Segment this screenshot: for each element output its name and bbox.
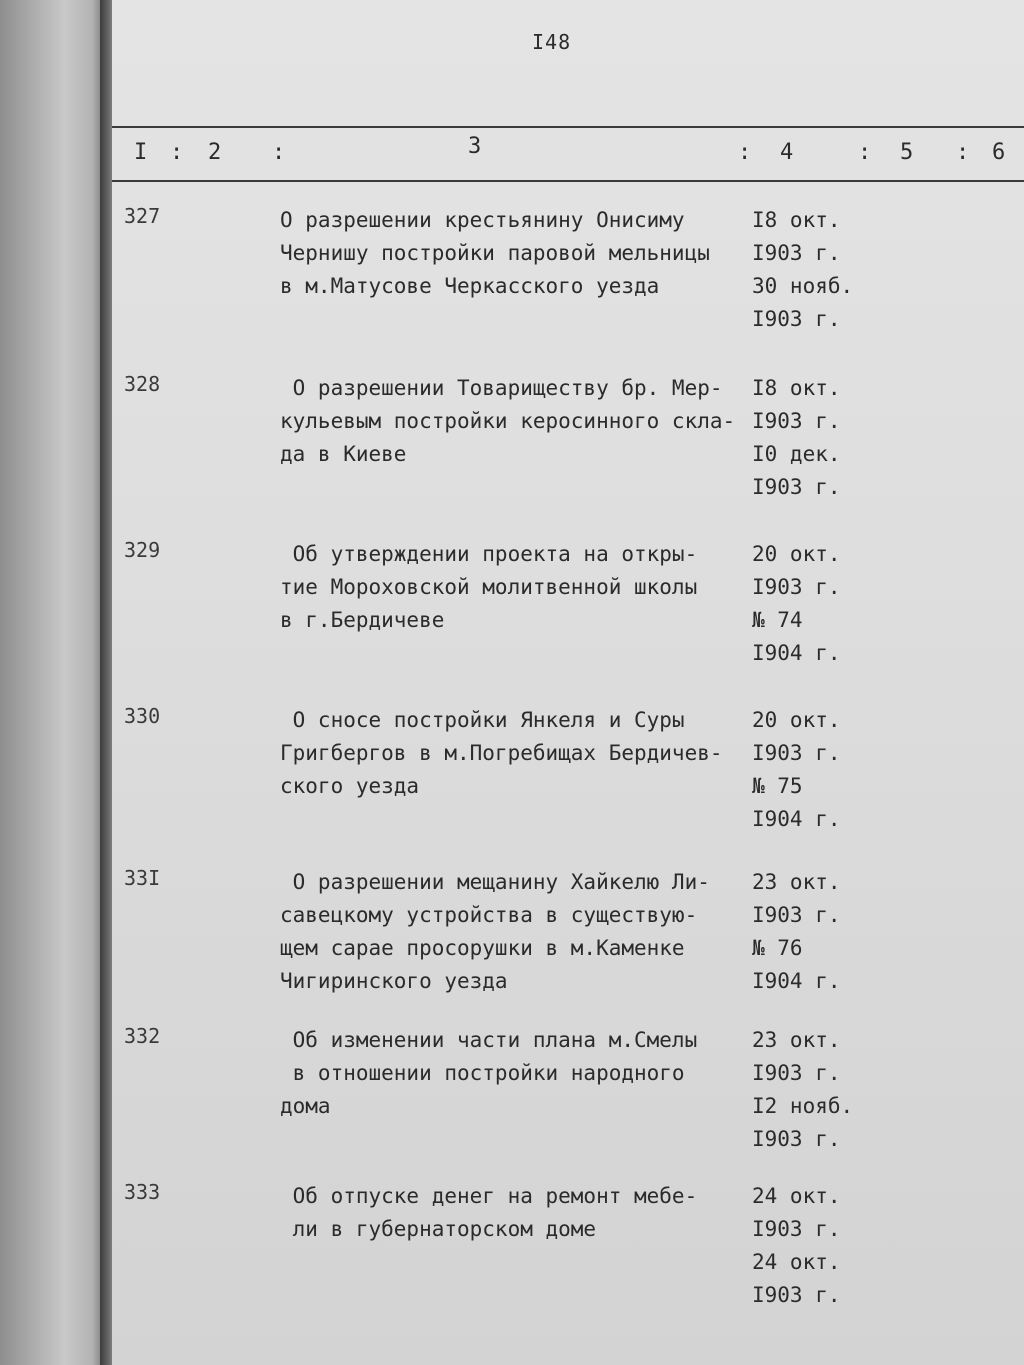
entry-dates: I8 окт. I903 г. 30 нояб. I903 г. bbox=[752, 208, 854, 331]
entry-dates: 23 окт. I903 г. I2 нояб. I903 г. bbox=[752, 1028, 854, 1151]
entry-description: Об утверждении проекта на откры- тие Мороховской молитвенной школы в г.Бердичеве bbox=[280, 542, 698, 632]
column-header-3: 3 bbox=[468, 134, 482, 159]
column-separator: : bbox=[738, 140, 752, 165]
column-header-6: 6 bbox=[992, 140, 1006, 165]
entry-number: 332 bbox=[124, 1024, 161, 1048]
entry-number: 329 bbox=[124, 538, 161, 562]
column-separator: : bbox=[272, 140, 286, 165]
entry-dates: 20 окт. I903 г. № 74 I904 г. bbox=[752, 542, 841, 665]
column-header-4: 4 bbox=[780, 140, 794, 165]
facing-page-edge bbox=[0, 0, 108, 1365]
entry-description: Об отпуске денег на ремонт мебе- ли в губернаторском доме bbox=[280, 1184, 698, 1241]
column-separator: : bbox=[858, 140, 872, 165]
column-header-5: 5 bbox=[900, 140, 914, 165]
column-header-2: 2 bbox=[208, 140, 222, 165]
column-separator: : bbox=[956, 140, 970, 165]
entry-number: 333 bbox=[124, 1180, 161, 1204]
entry-dates: I8 окт. I903 г. I0 дек. I903 г. bbox=[752, 376, 841, 499]
entry-description: Об изменении части плана м.Смелы в отношении постройки народного дома bbox=[280, 1028, 698, 1118]
table-header-bottom-rule bbox=[112, 180, 1024, 182]
entry-dates: 20 окт. I903 г. № 75 I904 г. bbox=[752, 708, 841, 831]
page-number: I48 bbox=[532, 30, 572, 54]
entry-description: О разрешении мещанину Хайкелю Ли- савецкому устройства в существую- щем сарае просорушки в м.Каменке Чигиринского уезда bbox=[280, 870, 710, 993]
entry-number: 33I bbox=[124, 866, 161, 890]
entry-description: О разрешении крестьянину Онисиму Чернишу постройки паровой мельницы в м.Матусове Черкасского уезда bbox=[280, 208, 710, 298]
entry-description: О разрешении Товариществу бр. Мер- кульевым постройки керосинного скла- да в Киеве bbox=[280, 376, 736, 466]
column-separator: : bbox=[170, 140, 184, 165]
entry-number: 327 bbox=[124, 204, 161, 228]
table-header-top-rule bbox=[112, 126, 1024, 128]
entry-number: 328 bbox=[124, 372, 161, 396]
entry-number: 330 bbox=[124, 704, 161, 728]
entry-dates: 24 окт. I903 г. 24 окт. I903 г. bbox=[752, 1184, 841, 1307]
document-page bbox=[112, 0, 1024, 1365]
column-header-1: I bbox=[134, 140, 148, 165]
entry-description: О сносе постройки Янкеля и Суры Григбергов в м.Погребищах Бердичев- ского уезда bbox=[280, 708, 723, 798]
entry-dates: 23 окт. I903 г. № 76 I904 г. bbox=[752, 870, 841, 993]
